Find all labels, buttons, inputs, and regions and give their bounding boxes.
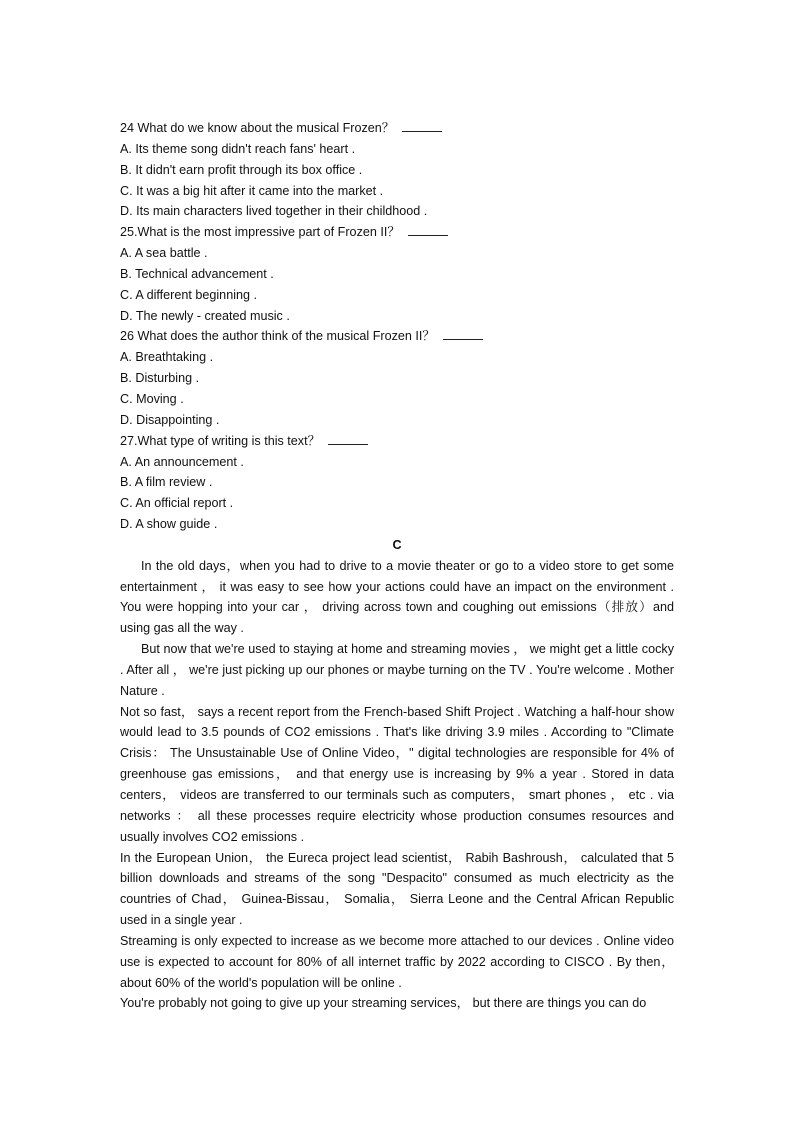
document-page (120, 118, 674, 1014)
answer-blank[interactable] (443, 327, 483, 340)
section-heading: C (392, 537, 402, 552)
question-stem (120, 118, 674, 139)
answer-option: C. A different beginning . (120, 287, 257, 302)
question-stem-text: 24 What do we know about the musical Frozen？ (120, 121, 395, 135)
question-25 (120, 222, 674, 326)
question-24 (120, 118, 674, 222)
answer-option: A. Its theme song didn't reach fans' heart . (120, 141, 356, 156)
answer-option: C. It was a big hit after it came into the market . (120, 183, 384, 198)
answer-option: A. An announcement . (120, 454, 244, 469)
answer-option: D. Its main characters lived together in their childhood . (120, 204, 428, 219)
passage-paragraph: Not so fast， says a recent report from the French-based Shift Project . Watching a half-hour show would lead to 3.5 pounds of CO2 emissions . That's like driving 3.9 miles . According to "Climate Crisis： The Unsustainable Use of Online Video，" digital technologies are responsible for 4% of greenhouse gas emissions， and that energy use is increasing by 9% a year . Stored in data centers， videos are transferred to our terminals such as computers， smart phones ， etc . via networks ： all these processes require electricity whose production consumes resources and usually involves CO2 emissions . (120, 704, 674, 844)
answer-option: C. An official report . (120, 496, 234, 511)
answer-option: D. The newly - created music . (120, 308, 290, 323)
answer-option: A. A sea battle . (120, 246, 208, 261)
answer-option: B. It didn't earn profit through its box office . (120, 162, 363, 177)
answer-option: B. Disturbing . (120, 371, 200, 386)
answer-option: A. Breathtaking . (120, 350, 214, 365)
passage-paragraph: In the old days，when you had to drive to a movie theater or go to a video store to get some entertainment ， it was easy to see how your actions could have an impact on the environment . You were hopping into your car ， driving across town and coughing out emissions（排放）and using gas all the way . (120, 558, 674, 636)
passage-c (120, 556, 674, 1015)
answer-blank[interactable] (402, 119, 442, 132)
question-stem (120, 326, 674, 347)
answer-blank[interactable] (328, 432, 368, 445)
passage-paragraph: You're probably not going to give up your streaming services， but there are things you can do (120, 996, 647, 1011)
answer-option: C. Moving . (120, 391, 184, 406)
question-stem-text: 25.What is the most impressive part of Frozen II？ (120, 225, 400, 240)
answer-option: D. Disappointing . (120, 412, 220, 427)
answer-option: B. A film review . (120, 475, 213, 490)
passage-paragraph: But now that we're used to staying at home and streaming movies ， we might get a little cocky . After all ， we're just picking up our phones or maybe turning on the TV . You're welcome . Mother Nature . (120, 642, 674, 698)
passage-paragraph: In the European Union， the Eureca project lead scientist， Rabih Bashroush， calculated that 5 billion downloads and streams of the song "Despacito" consumed as much electricity as the countries of Chad， Guinea-Bissau， Somalia， Sierra Leone and the Central African Republic used in a single year . (120, 850, 674, 928)
answer-option: B. Technical advancement . (120, 266, 274, 281)
question-stem (120, 431, 674, 452)
answer-blank[interactable] (408, 223, 448, 236)
question-27 (120, 431, 674, 535)
question-stem-text: 26 What does the author think of the musical Frozen II？ (120, 329, 436, 344)
question-stem-text: 27.What type of writing is this text？ (120, 433, 321, 448)
answer-option: D. A show guide . (120, 517, 218, 532)
question-26 (120, 326, 674, 430)
passage-paragraph: Streaming is only expected to increase as we become more attached to our devices . Online video use is expected to account for 80% of all internet traffic by 2022 according to CISCO . By then， about 60% of the world's population will be online . (120, 933, 674, 990)
question-stem (120, 222, 674, 243)
